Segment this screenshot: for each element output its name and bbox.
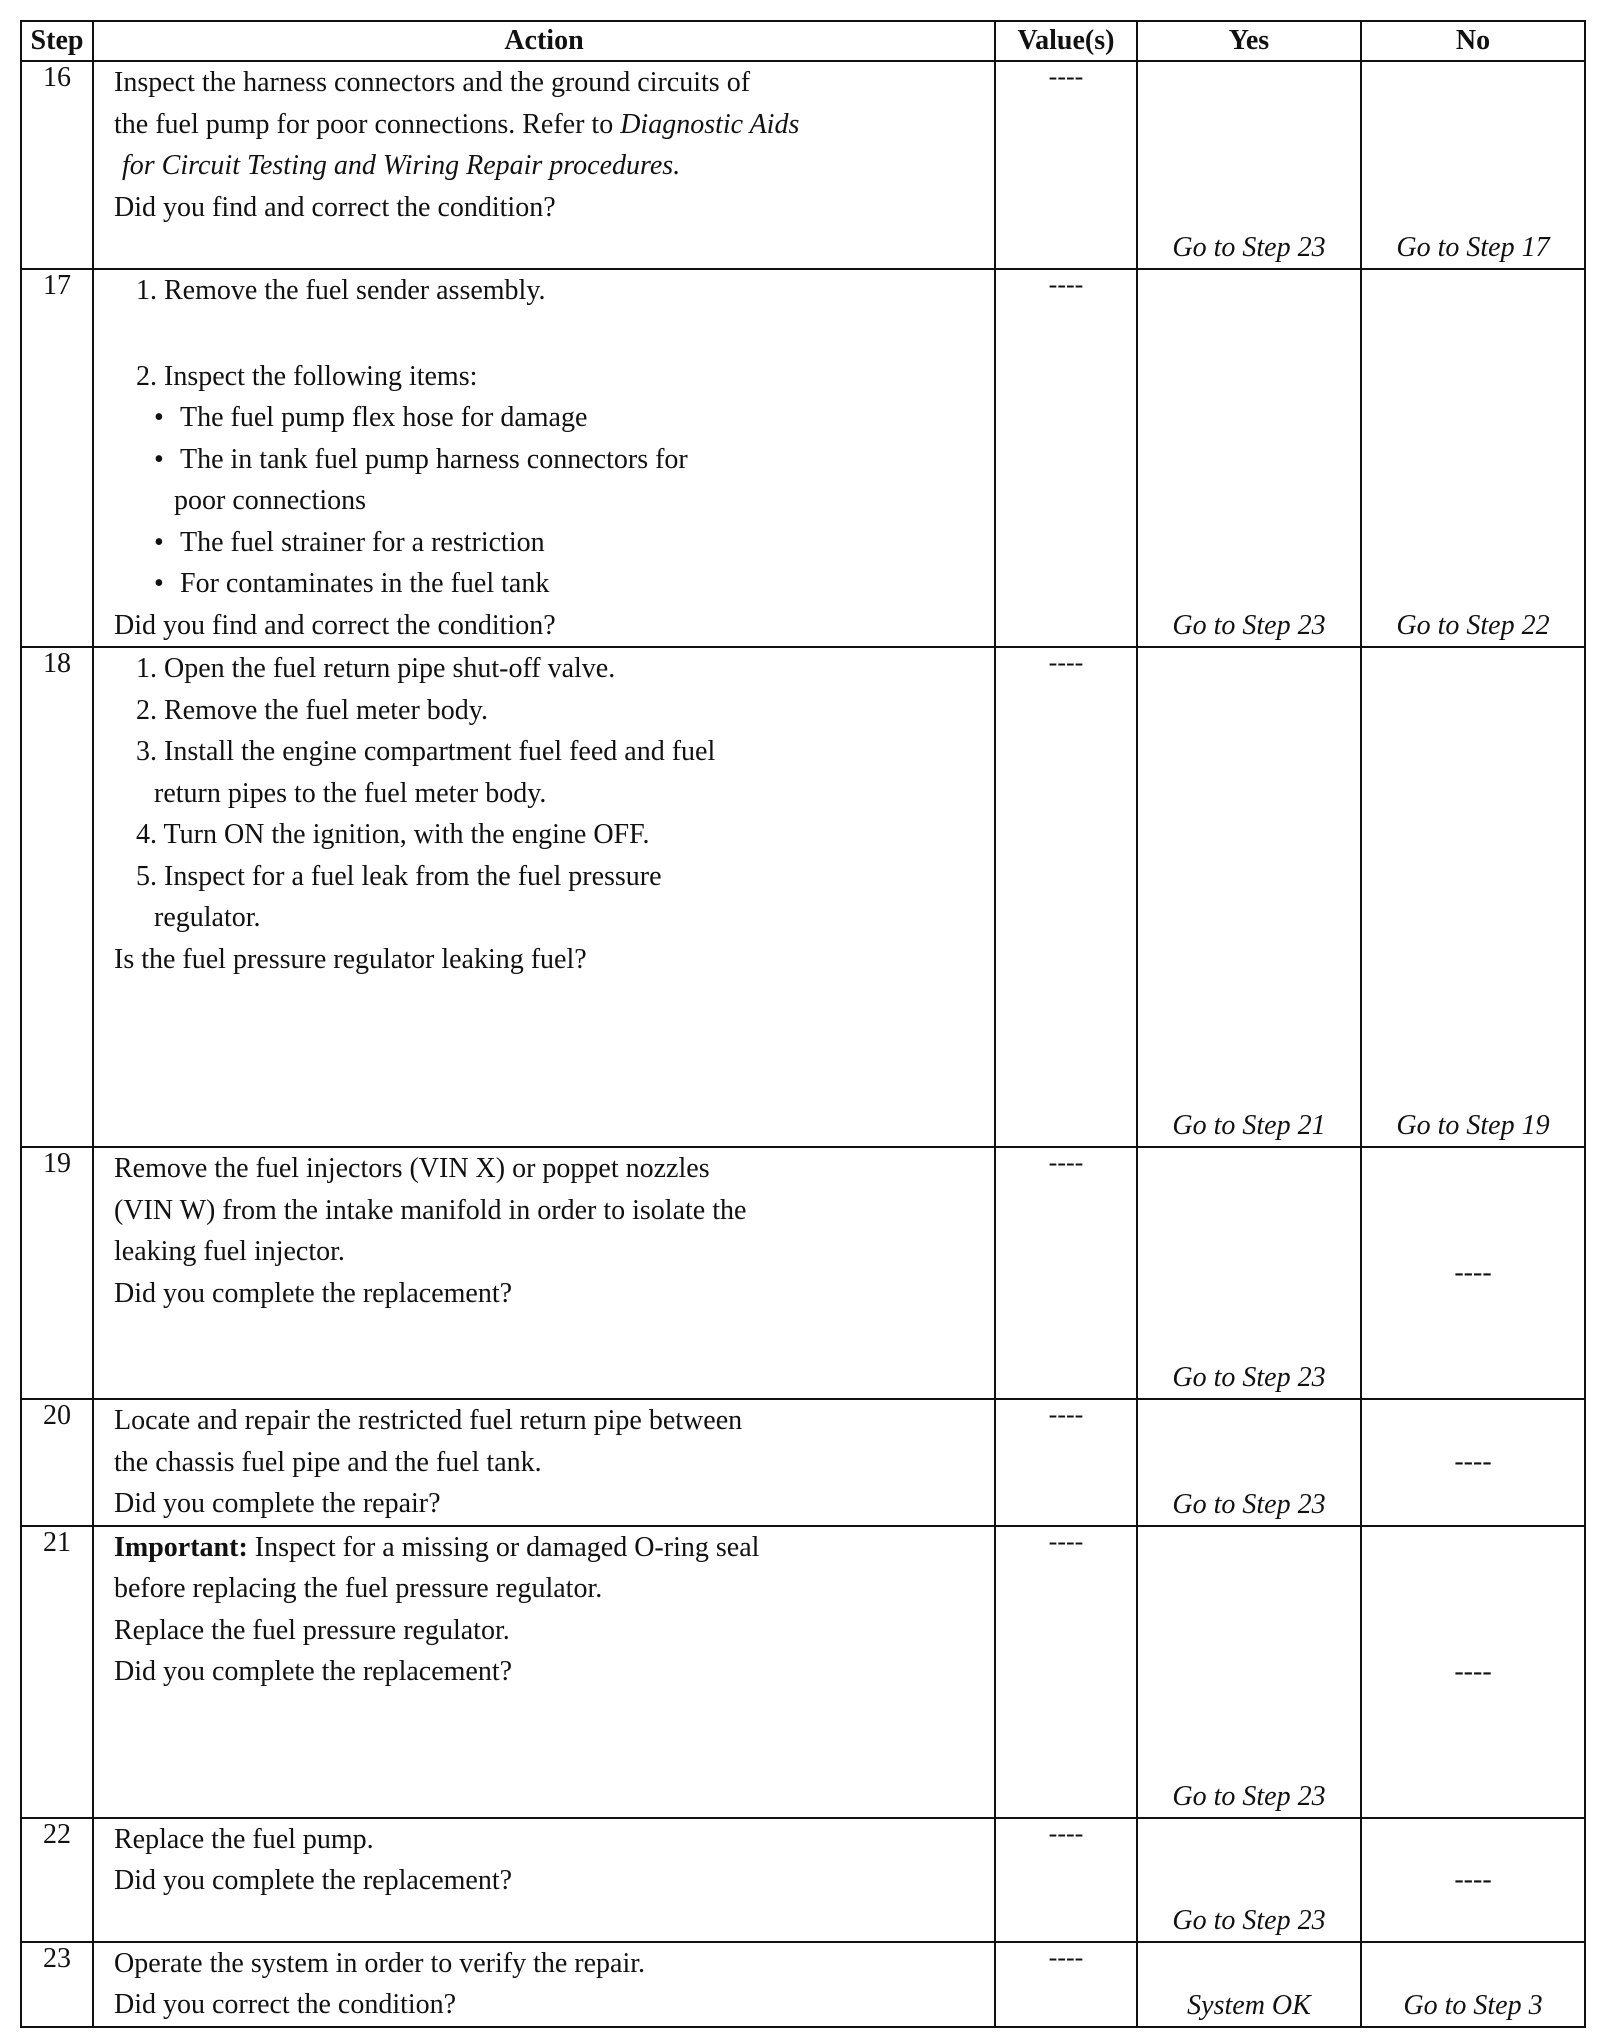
action-cell (93, 269, 995, 647)
step-number: 23 (21, 1942, 93, 2027)
table-row (21, 647, 1585, 1147)
no-cell (1361, 61, 1585, 269)
no-cell: ---- (1361, 1526, 1585, 1818)
action-line: 3. Install the engine compartment fuel feed and fuel (136, 736, 716, 767)
header-values: Value(s) (995, 21, 1137, 61)
yes-cell (1137, 647, 1361, 1147)
no-link[interactable]: Go to Step 17 (1396, 232, 1550, 263)
action-line: Locate and repair the restricted fuel return pipe between (114, 1405, 743, 1436)
yes-cell (1137, 1147, 1361, 1399)
yes-cell (1137, 1942, 1361, 2027)
action-line (114, 104, 984, 146)
yes-link[interactable]: Go to Step 23 (1172, 1362, 1326, 1393)
action-cell (93, 1147, 995, 1399)
action-line: Inspect the harness connectors and the ground circuits of (114, 67, 751, 98)
yes-cell (1137, 1818, 1361, 1942)
yes-link[interactable]: Go to Step 23 (1172, 1904, 1326, 1936)
action-line (114, 1527, 984, 1569)
important-label: Important: (114, 1531, 248, 1563)
reference-link[interactable]: for Circuit Testing and Wiring Repair procedures. (122, 150, 681, 181)
action-cell (93, 1818, 995, 1942)
action-cell (93, 1526, 995, 1818)
action-line: Replace the fuel pressure regulator. (114, 1614, 510, 1646)
table-row (21, 61, 1585, 269)
yes-link[interactable]: Go to Step 21 (1172, 1110, 1326, 1141)
action-line: 2. Remove the fuel meter body. (136, 694, 488, 726)
no-cell: ---- (1361, 1147, 1585, 1399)
step-number: 17 (21, 269, 93, 647)
question-line: Did you complete the replacement? (114, 1277, 513, 1309)
no-cell: ---- (1361, 1818, 1585, 1942)
action-line: (VIN W) from the intake manifold in order to isolate the (114, 1194, 747, 1226)
value-cell: ---- (995, 1942, 1137, 2027)
step-number: 18 (21, 647, 93, 1147)
question-line: Did you complete the replacement? (114, 1656, 513, 1687)
action-line: before replacing the fuel pressure regulator. (114, 1573, 603, 1604)
header-no: No (1361, 21, 1585, 61)
no-cell (1361, 1942, 1585, 2027)
action-cell (93, 61, 995, 269)
no-link[interactable]: Go to Step 22 (1396, 610, 1550, 641)
yes-cell (1137, 269, 1361, 647)
bullet-item: • For contaminates in the fuel tank (114, 563, 984, 605)
yes-link[interactable]: System OK (1187, 1989, 1311, 2021)
action-cell (93, 647, 995, 1147)
yes-cell (1137, 1526, 1361, 1818)
step-number: 19 (21, 1147, 93, 1399)
header-action: Action (93, 21, 995, 61)
value-cell: ---- (995, 1147, 1137, 1399)
action-line: 1. Open the fuel return pipe shut-off valve. (136, 653, 616, 684)
question-line: Did you find and correct the condition? (114, 191, 556, 223)
table-row (21, 1942, 1585, 2027)
value-cell: ---- (995, 61, 1137, 269)
table-row (21, 1818, 1585, 1942)
reference-link[interactable]: Diagnostic Aids (620, 108, 800, 140)
yes-link[interactable]: Go to Step 23 (1172, 1780, 1326, 1812)
action-line: the chassis fuel pipe and the fuel tank. (114, 1446, 542, 1478)
value-cell: ---- (995, 269, 1137, 647)
no-link[interactable]: Go to Step 19 (1396, 1110, 1550, 1141)
action-line: return pipes to the fuel meter body. (154, 777, 547, 809)
header-step: Step (21, 21, 93, 61)
action-text: the fuel pump for poor connections. Refer to (114, 108, 614, 140)
action-line: 5. Inspect for a fuel leak from the fuel pressure (136, 860, 662, 892)
yes-link[interactable]: Go to Step 23 (1172, 232, 1326, 263)
header-yes: Yes (1137, 21, 1361, 61)
yes-cell (1137, 1399, 1361, 1526)
table-row (21, 1147, 1585, 1399)
action-text: Inspect for a missing or damaged O-ring seal (254, 1531, 760, 1563)
header-row (21, 21, 1585, 61)
yes-cell (1137, 61, 1361, 269)
question-line: Did you correct the condition? (114, 1989, 457, 2020)
value-cell: ---- (995, 1818, 1137, 1942)
diagnostic-page (20, 20, 1586, 2028)
step-number: 22 (21, 1818, 93, 1942)
step-number: 20 (21, 1399, 93, 1526)
action-line: Remove the fuel injectors (VIN X) or poppet nozzles (114, 1153, 710, 1184)
action-line: leaking fuel injector. (114, 1236, 345, 1267)
diagnostic-table (20, 20, 1586, 2028)
bullet-item: • The in tank fuel pump harness connectors for (114, 439, 984, 481)
no-link[interactable]: Go to Step 3 (1403, 1989, 1543, 2021)
table-row (21, 1526, 1585, 1818)
question-line: Did you complete the repair? (114, 1488, 441, 1519)
question-line: Did you complete the replacement? (114, 1865, 513, 1896)
action-line: 1. Remove the fuel sender assembly. (136, 275, 546, 306)
action-line: 2. Inspect the following items: (136, 360, 478, 392)
value-cell: ---- (995, 1526, 1137, 1818)
action-line: poor connections (174, 485, 367, 516)
table-row (21, 1399, 1585, 1526)
action-cell (93, 1942, 995, 2027)
table-row (21, 269, 1585, 647)
question-line: Is the fuel pressure regulator leaking fuel? (114, 943, 587, 975)
value-cell: ---- (995, 1399, 1137, 1526)
action-line: Operate the system in order to verify the repair. (114, 1947, 646, 1979)
yes-link[interactable]: Go to Step 23 (1172, 1488, 1326, 1520)
value-cell: ---- (995, 647, 1137, 1147)
bullet-item: • The fuel strainer for a restriction (114, 522, 984, 564)
action-line: Replace the fuel pump. (114, 1823, 374, 1855)
yes-link[interactable]: Go to Step 23 (1172, 610, 1326, 641)
bullet-item: • The fuel pump flex hose for damage (114, 397, 984, 439)
action-cell (93, 1399, 995, 1526)
action-line: regulator. (154, 902, 261, 933)
question-line: Did you find and correct the condition? (114, 609, 556, 641)
step-number: 16 (21, 61, 93, 269)
step-number: 21 (21, 1526, 93, 1818)
no-cell (1361, 269, 1585, 647)
action-line: 4. Turn ON the ignition, with the engine OFF. (136, 819, 650, 850)
no-cell (1361, 647, 1585, 1147)
no-cell: ---- (1361, 1399, 1585, 1526)
